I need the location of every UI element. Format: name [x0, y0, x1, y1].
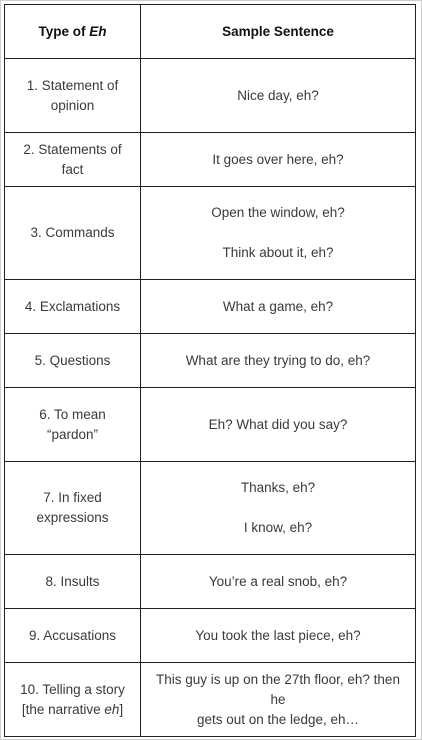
type-line: 2. Statements of fact	[23, 141, 122, 177]
type-line: 6. To mean	[39, 406, 106, 422]
table-row	[5, 133, 416, 187]
type-cell	[5, 609, 141, 663]
table-row	[5, 663, 416, 737]
sample-cell	[141, 334, 416, 388]
type-line: 8. Insults	[45, 573, 100, 589]
type-cell	[5, 187, 141, 280]
sample-line: What a game, eh?	[222, 298, 334, 314]
header-type-eh: Eh	[89, 23, 107, 39]
sample-line: What are they trying to do, eh?	[185, 352, 371, 368]
sample-line: You’re a real snob, eh?	[208, 573, 348, 589]
type-cell	[5, 133, 141, 187]
sample-line: Thanks, eh?	[240, 480, 316, 495]
sample-line: gets out on the ledge, eh…	[196, 711, 360, 727]
sample-line: This guy is up on the 27th floor, eh? then he	[156, 671, 400, 707]
type-cell	[5, 59, 141, 133]
table-row	[5, 187, 416, 280]
sample-cell	[141, 609, 416, 663]
type-line: 3. Commands	[30, 225, 115, 240]
type-cell	[5, 388, 141, 462]
type-line: expressions	[36, 510, 109, 525]
type-line: ]	[119, 701, 124, 717]
type-cell	[5, 462, 141, 555]
sample-cell	[141, 388, 416, 462]
sample-cell	[141, 187, 416, 280]
sample-line: Nice day, eh?	[237, 87, 319, 103]
type-line: [the narrative	[21, 701, 105, 717]
sample-cell	[141, 280, 416, 334]
sample-line: You took the last piece, eh?	[195, 627, 361, 643]
sample-line: I know, eh?	[243, 520, 313, 535]
type-line: 10. Telling a story	[20, 681, 125, 697]
table-row	[5, 462, 416, 555]
sample-line: Think about it, eh?	[222, 245, 334, 260]
type-line: 9. Accusations	[28, 627, 117, 643]
type-cell	[5, 555, 141, 609]
table-row	[5, 555, 416, 609]
sample-cell	[141, 555, 416, 609]
type-line: 1. Statement of	[26, 77, 119, 93]
table-row	[5, 334, 416, 388]
table-row	[5, 609, 416, 663]
eh-types-table	[4, 4, 416, 737]
type-line: 7. In fixed	[43, 490, 102, 505]
type-line: “pardon”	[46, 426, 99, 442]
type-line: 5. Questions	[34, 352, 111, 368]
sample-cell	[141, 59, 416, 133]
sample-line: It goes over here, eh?	[212, 151, 344, 167]
type-line: 4. Exclamations	[24, 298, 121, 314]
type-cell	[5, 663, 141, 737]
header-type	[5, 5, 141, 59]
table-row	[5, 280, 416, 334]
table-row	[5, 388, 416, 462]
table-header-row	[5, 5, 416, 59]
sample-line: Eh? What did you say?	[208, 416, 348, 432]
type-line-eh: eh	[104, 701, 120, 717]
type-cell	[5, 334, 141, 388]
sample-cell	[141, 663, 416, 737]
sample-line: Open the window, eh?	[211, 205, 345, 220]
type-cell	[5, 280, 141, 334]
header-sample: Sample Sentence	[141, 5, 416, 59]
type-line: opinion	[50, 97, 95, 113]
header-type-text: Type of	[38, 23, 90, 39]
table-row	[5, 59, 416, 133]
sample-cell	[141, 133, 416, 187]
sample-cell	[141, 462, 416, 555]
